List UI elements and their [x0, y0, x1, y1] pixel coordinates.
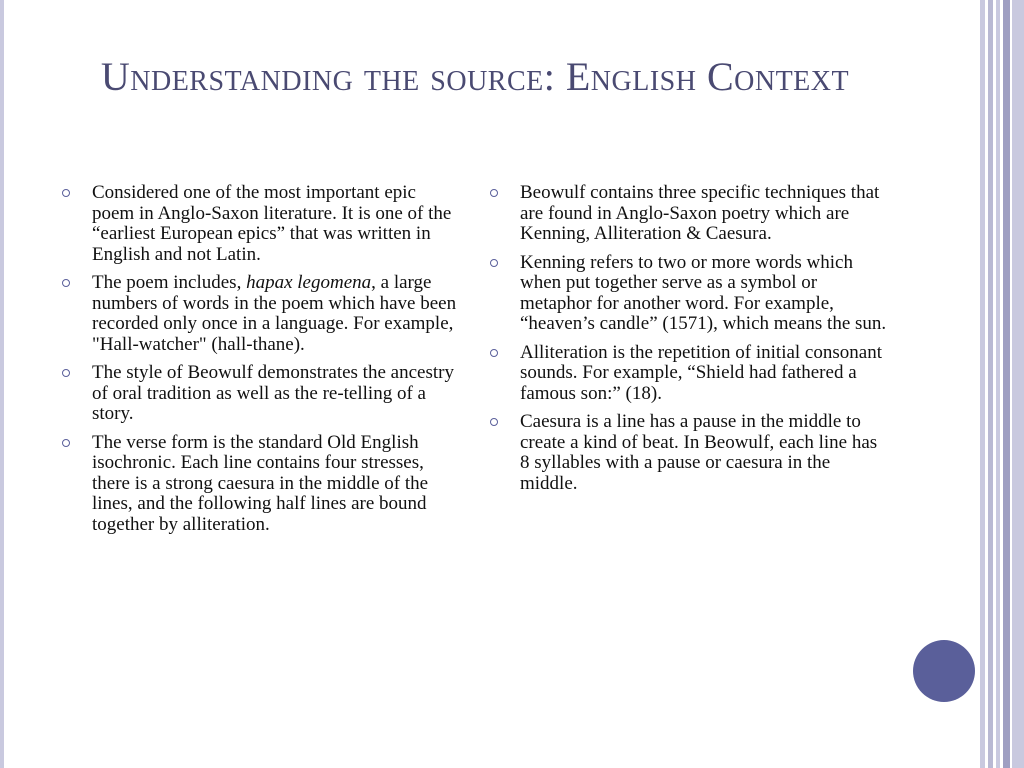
bullet-text: The poem includes, — [92, 272, 247, 293]
bullet-circle-icon — [62, 439, 70, 447]
bullet-circle-icon — [62, 369, 70, 377]
bullet-item — [488, 412, 888, 494]
bullet-circle-icon — [490, 349, 498, 357]
left-decorative-bar — [0, 0, 4, 768]
bullet-item — [60, 363, 460, 425]
bullet-circle-icon — [490, 189, 498, 197]
bullet-item — [488, 343, 888, 405]
bullet-text: Kenning refers to two or more words which when put together serve as a symbol or metaphor for another word. For example, “heaven’s candle” (1571), which means the sun. — [520, 251, 887, 334]
left-bullet-list — [60, 183, 460, 535]
bullet-circle-icon — [490, 259, 498, 267]
bullet-text: Considered one of the most important epic poem in Anglo-Saxon literature. It is one of the “earliest European epics” that was written in English and not Latin. — [92, 182, 452, 265]
bullet-text-italic: hapax legomena — [246, 272, 372, 293]
bullet-item — [488, 253, 888, 335]
bullet-circle-icon — [62, 189, 70, 197]
bullet-text: The verse form is the standard Old English isochronic. Each line contains four stresses, there is a strong caesura in the middle of the lines, and the following half lines are bound together by alliteration. — [92, 431, 429, 535]
bullet-text: Alliteration is the repetition of initial consonant sounds. For example, “Shield had fathered a famous son:” (18). — [520, 341, 882, 404]
bullet-text: Caesura is a line has a pause in the middle to create a kind of beat. In Beowulf, each line has 8 syllables with a pause or caesura in the middle. — [520, 411, 878, 494]
bullet-item — [60, 433, 460, 536]
right-column — [488, 183, 888, 502]
decorative-circle — [913, 640, 975, 702]
bullet-item — [60, 183, 460, 265]
bullet-circle-icon — [62, 279, 70, 287]
right-decorative-stripe — [1003, 0, 1010, 768]
bullet-text: Beowulf contains three specific techniques that are found in Anglo-Saxon poetry which are Kenning, Alliteration & Caesura. — [520, 182, 880, 244]
bullet-item — [60, 273, 460, 355]
right-decorative-stripe — [988, 0, 993, 768]
right-decorative-stripe — [980, 0, 985, 768]
bullet-text: The style of Beowulf demonstrates the ancestry of oral tradition as well as the re-telling of a story. — [92, 362, 454, 424]
right-decorative-stripe — [1012, 0, 1024, 768]
slide-title: Understanding the source: English Context — [100, 54, 850, 99]
bullet-item — [488, 183, 888, 245]
bullet-text: , a large numbers of words in the poem which have been recorded only once in a language. For example, "Hall-watcher" (hall-thane). — [92, 272, 457, 355]
right-bullet-list — [488, 183, 888, 494]
left-column — [60, 183, 460, 543]
bullet-circle-icon — [490, 418, 498, 426]
right-decorative-stripe — [996, 0, 1000, 768]
